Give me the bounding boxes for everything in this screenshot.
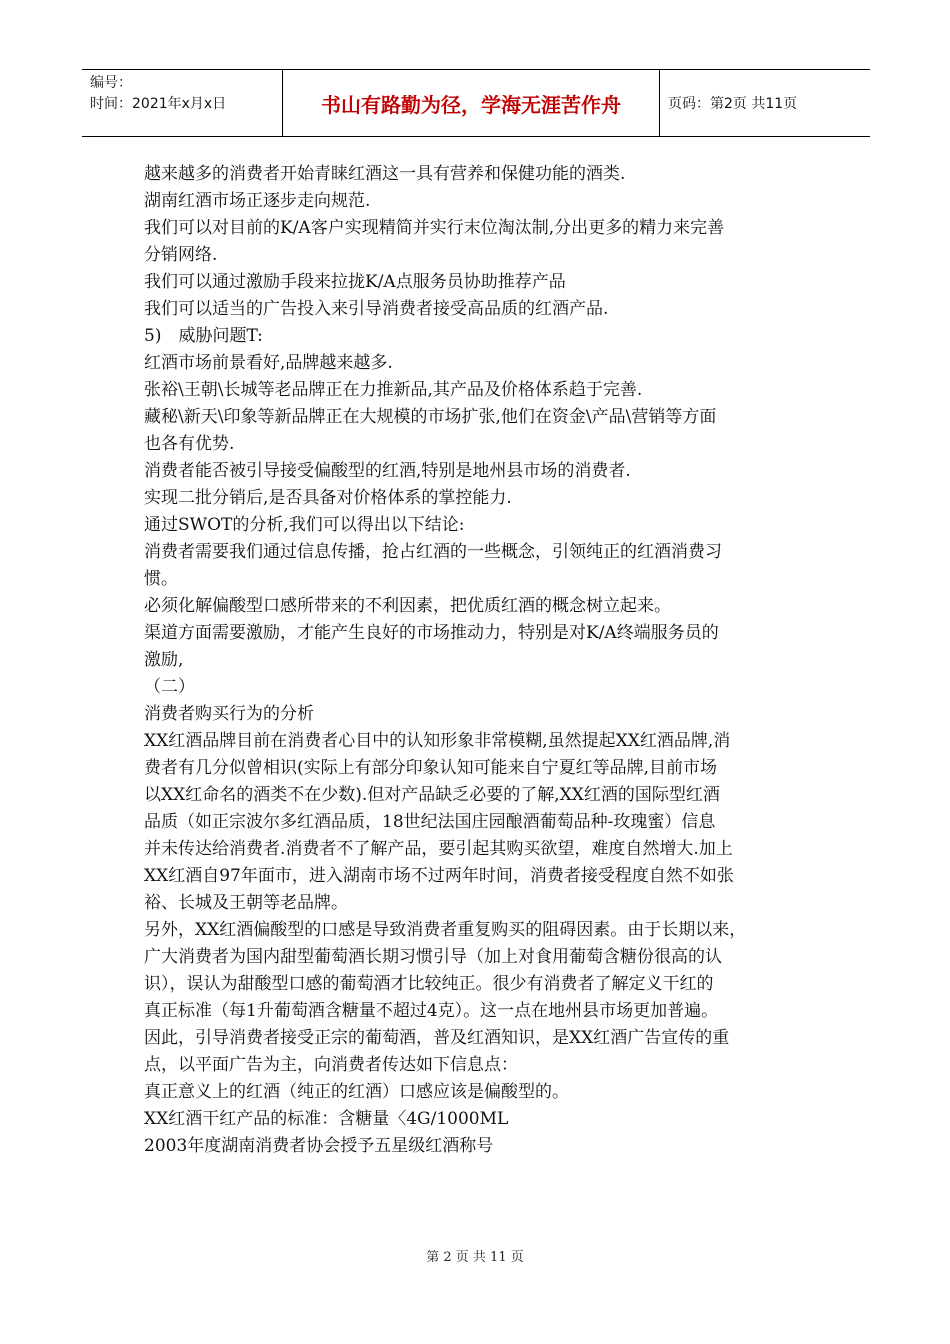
header-meta — [82, 70, 282, 136]
text-line: 裕、长城及王朝等老品牌。 — [144, 893, 348, 913]
text-line: 费者有几分似曾相识(实际上有部分印象认知可能来自宁夏红等品牌,目前市场 — [144, 758, 718, 778]
header-motto: 书山有路勤为径，学海无涯苦作舟 — [282, 70, 660, 136]
text-line: 并未传达给消费者.消费者不了解产品，要引起其购买欲望，难度自然增大.加上 — [144, 839, 733, 859]
text-line: 湖南红酒市场正逐步走向规范. — [144, 191, 371, 211]
text-line: 通过SWOT的分析,我们可以得出以下结论: — [144, 515, 465, 535]
text-line: 因此，引导消费者接受正宗的葡萄酒，普及红酒知识，是XX红酒广告宣传的重 — [144, 1028, 730, 1048]
text-line: 消费者需要我们通过信息传播，抢占红酒的一些概念，引领纯正的红酒消费习 — [144, 542, 722, 562]
text-line: 红酒市场前景看好,品牌越来越多. — [144, 353, 393, 373]
text-line: XX红酒品牌目前在消费者心目中的认知形象非常模糊,虽然提起XX红酒品牌,消 — [144, 731, 731, 751]
text-line: 渠道方面需要激励，才能产生良好的市场推动力，特别是对K/A终端服务员的 — [144, 623, 719, 643]
text-line: 点，以平面广告为主，向消费者传达如下信息点： — [144, 1055, 518, 1075]
text-line: 实现二批分销后,是否具备对价格体系的掌控能力. — [144, 488, 512, 508]
text-line: 我们可以通过激励手段来拉拢K/A点服务员协助推荐产品 — [144, 272, 566, 292]
document-body — [144, 161, 814, 1160]
text-line: （二） — [144, 677, 195, 697]
page-footer: 第 2 页 共 11 页 — [426, 1250, 524, 1265]
text-line: 消费者能否被引导接受偏酸型的红酒,特别是地州县市场的消费者. — [144, 461, 631, 481]
text-line: XX红酒自97年面市，进入湖南市场不过两年时间，消费者接受程度自然不如张 — [144, 866, 734, 886]
text-line: 广大消费者为国内甜型葡萄酒长期习惯引导（加上对食用葡萄含糖份很高的认 — [144, 947, 722, 967]
text-line: 必须化解偏酸型口感所带来的不利因素，把优质红酒的概念树立起来。 — [144, 596, 671, 616]
text-line: 消费者购买行为的分析 — [144, 704, 314, 724]
text-line: 激励, — [144, 650, 184, 670]
text-line: 我们可以对目前的K/A客户实现精简并实行末位淘汰制,分出更多的精力来完善 — [144, 218, 725, 238]
text-line: XX红酒干红产品的标准：含糖量〈4G/1000ML — [144, 1109, 509, 1129]
text-line: 真正意义上的红酒（纯正的红酒）口感应该是偏酸型的。 — [144, 1082, 569, 1102]
text-line: 我们可以适当的广告投入来引导消费者接受高品质的红酒产品. — [144, 299, 609, 319]
text-line: 品质（如正宗波尔多红酒品质，18世纪法国庄园酿酒葡萄品种-玫瑰蜜）信息 — [144, 812, 716, 832]
text-line: 分销网络. — [144, 245, 218, 265]
text-line: 张裕\王朝\长城等老品牌正在力推新品,其产品及价格体系趋于完善. — [144, 380, 643, 400]
page-header — [82, 69, 870, 137]
doc-date-label: 时间：2021年x月x日 — [90, 96, 227, 112]
text-line: 真正标准（每1升葡萄酒含糖量不超过4克）。这一点在地州县市场更加普遍。 — [144, 1001, 719, 1021]
text-line: 5) 威胁问题T: — [144, 326, 263, 346]
text-line: 以XX红命名的酒类不在少数).但对产品缺乏必要的了解,XX红酒的国际型红酒 — [144, 785, 720, 805]
text-line: 越来越多的消费者开始青睐红酒这一具有营养和保健功能的酒类. — [144, 164, 626, 184]
text-line: 另外，XX红酒偏酸型的口感是导致消费者重复购买的阻碍因素。由于长期以来， — [144, 920, 747, 940]
doc-number-label: 编号： — [90, 75, 132, 91]
text-line: 2003年度湖南消费者协会授予五星级红酒称号 — [144, 1136, 494, 1156]
text-line: 惯。 — [144, 569, 178, 589]
text-line: 藏秘\新天\印象等新品牌正在大规模的市场扩张,他们在资金\产品\营销等方面 — [144, 407, 717, 427]
text-line: 也各有优势. — [144, 434, 235, 454]
text-line: 识），误认为甜酸型口感的葡萄酒才比较纯正。很少有消费者了解定义干红的 — [144, 974, 714, 994]
header-page-info: 页码：第2页 共11页 — [668, 96, 798, 112]
